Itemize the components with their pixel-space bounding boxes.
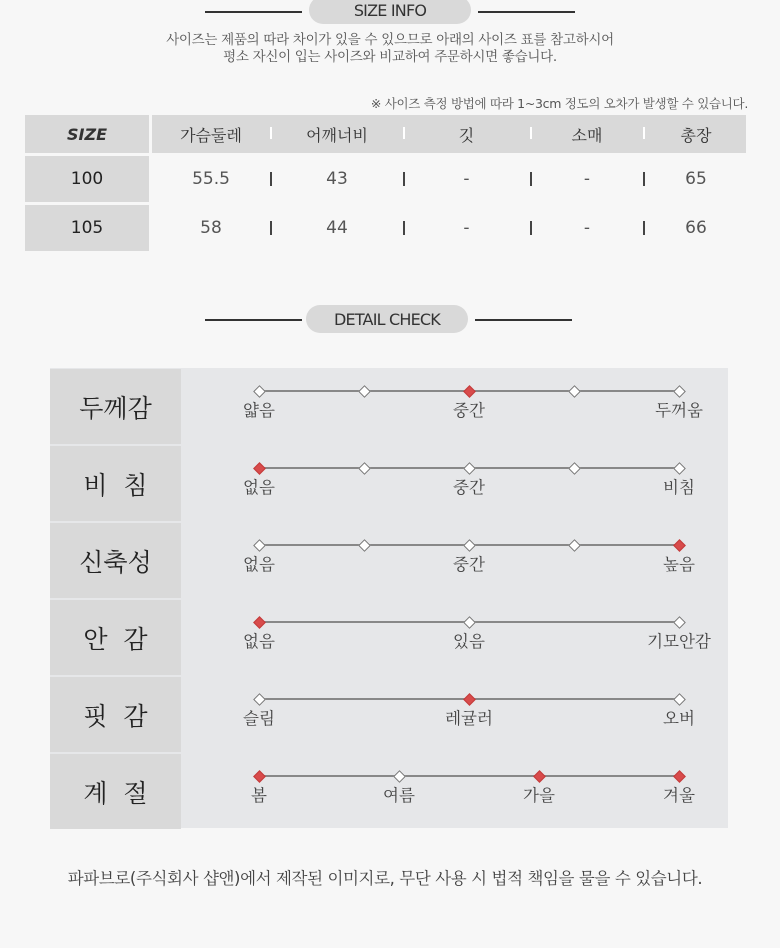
detail-label-fit: 핏 감 bbox=[50, 677, 181, 752]
scale-option-label: 두꺼움 bbox=[655, 401, 703, 420]
copyright-footer: 파파브로(주식회사 샵앤)에서 제작된 이미지로, 무단 사용 시 법적 책임을 물을 수 있습니다. bbox=[67, 869, 703, 888]
table-cell: - bbox=[463, 218, 470, 238]
row-divider bbox=[530, 221, 532, 235]
col-header-sleeve: 소매 bbox=[571, 125, 603, 145]
detail-label-thickness: 두께감 bbox=[50, 369, 181, 444]
scale-option-label: 기모안감 bbox=[647, 632, 711, 651]
measure-note: ※ 사이즈 측정 방법에 따라 1~3cm 정도의 오차가 발생할 수 있습니다. bbox=[370, 96, 748, 111]
scale-track bbox=[259, 775, 679, 777]
scale-option-label: 비침 bbox=[663, 478, 695, 497]
col-header-chest: 가슴둘레 bbox=[180, 125, 242, 145]
scale-option-label: 없음 bbox=[243, 478, 275, 497]
size-info-right-rule bbox=[478, 11, 575, 13]
size-info-left-rule bbox=[205, 11, 302, 13]
table-cell: - bbox=[583, 169, 591, 189]
header-divider bbox=[270, 127, 272, 139]
size-row-label: 105 bbox=[25, 205, 149, 251]
header-divider bbox=[530, 127, 532, 139]
table-cell: 43 bbox=[326, 169, 348, 189]
row-divider bbox=[270, 221, 272, 235]
row-divider bbox=[530, 172, 532, 186]
table-cell: 65 bbox=[685, 169, 707, 189]
col-header-length: 총장 bbox=[680, 125, 712, 145]
detail-check-title: DETAIL CHECK bbox=[306, 305, 468, 333]
detail-check-left-rule bbox=[205, 319, 302, 321]
scale-option-label: 겨울 bbox=[663, 786, 695, 805]
scale-option-label: 얇음 bbox=[243, 401, 275, 420]
scale-option-label: 중간 bbox=[453, 401, 485, 420]
size-notice-line1: 사이즈는 제품의 따라 차이가 있을 수 있으므로 아래의 사이즈 표를 참고하시어 bbox=[166, 32, 614, 48]
header-divider bbox=[643, 127, 645, 139]
detail-label-sheerness: 비 침 bbox=[50, 446, 181, 521]
scale-option-label: 있음 bbox=[453, 632, 485, 651]
scale-option-label: 없음 bbox=[243, 555, 275, 574]
scale-option-label: 여름 bbox=[383, 786, 415, 805]
row-divider bbox=[403, 172, 405, 186]
size-info-title: SIZE INFO bbox=[309, 0, 471, 24]
scale-option-label: 높음 bbox=[663, 555, 695, 574]
size-row-label: 100 bbox=[25, 156, 149, 202]
scale-option-label: 오버 bbox=[663, 709, 695, 728]
scale-option-label: 가을 bbox=[523, 786, 555, 805]
table-cell: 58 bbox=[200, 218, 222, 238]
scale-option-label: 봄 bbox=[251, 786, 267, 805]
detail-label-season: 계 절 bbox=[50, 754, 181, 829]
scale-option-label: 레귤러 bbox=[445, 709, 493, 728]
size-header-label: SIZE bbox=[66, 124, 107, 144]
table-cell: - bbox=[463, 169, 470, 189]
size-notice-line2: 평소 자신이 입는 사이즈와 비교하여 주문하시면 좋습니다. bbox=[223, 49, 557, 65]
header-divider bbox=[403, 127, 405, 139]
row-divider bbox=[270, 172, 272, 186]
col-header-shoulder: 어깨너비 bbox=[306, 125, 368, 145]
table-cell: 55.5 bbox=[192, 169, 230, 189]
row-divider bbox=[643, 221, 645, 235]
col-header-collar: 깃 bbox=[458, 125, 475, 145]
table-cell: 66 bbox=[685, 218, 707, 238]
row-divider bbox=[643, 172, 645, 186]
detail-label-lining: 안 감 bbox=[50, 600, 181, 675]
detail-check-right-rule bbox=[475, 319, 572, 321]
row-divider bbox=[403, 221, 405, 235]
detail-label-stretch: 신축성 bbox=[50, 523, 181, 598]
table-cell: - bbox=[583, 218, 591, 238]
scale-option-label: 중간 bbox=[453, 555, 485, 574]
scale-option-label: 슬림 bbox=[243, 709, 275, 728]
table-cell: 44 bbox=[326, 218, 348, 238]
scale-option-label: 없음 bbox=[243, 632, 275, 651]
scale-option-label: 중간 bbox=[453, 478, 485, 497]
